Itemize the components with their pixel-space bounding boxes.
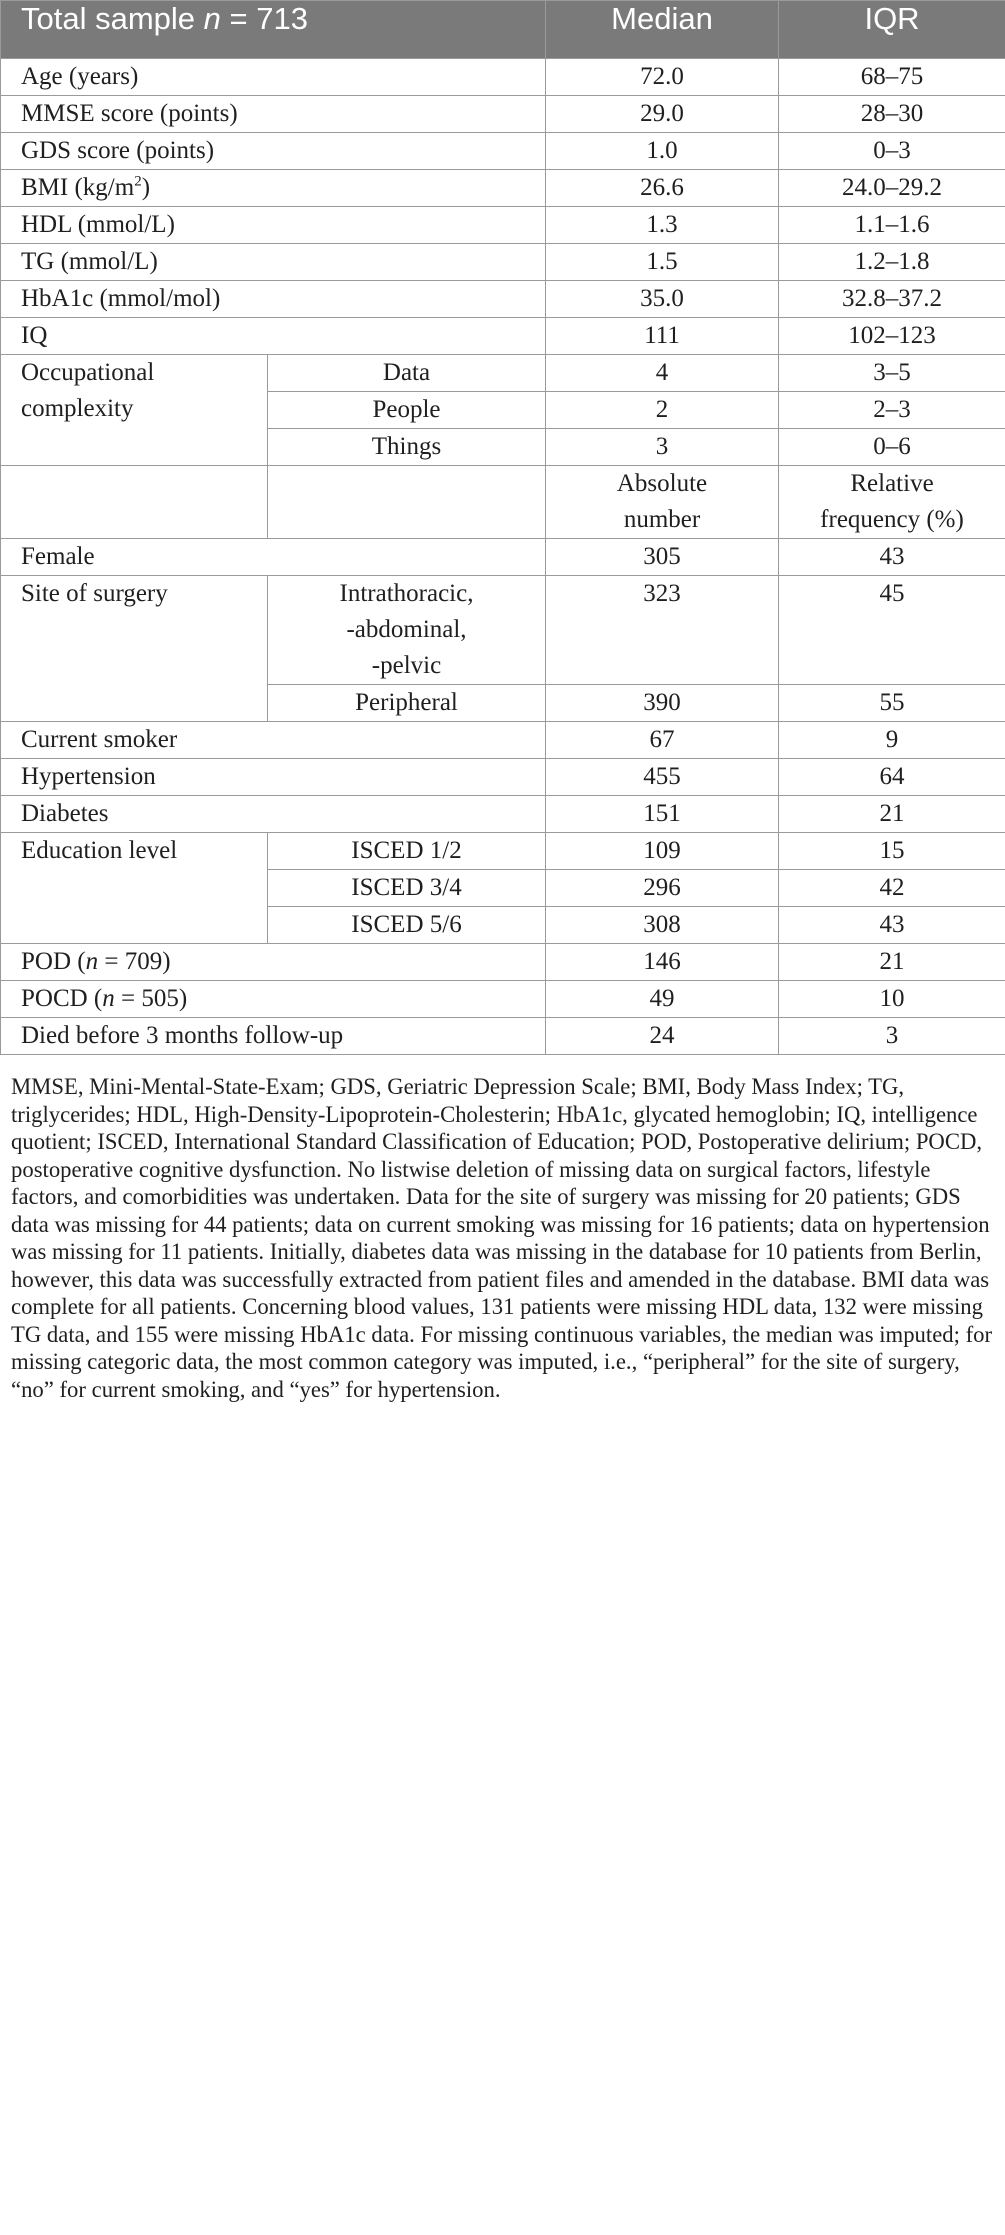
empty-cell — [1, 466, 268, 539]
iqr-cell: 102–123 — [779, 318, 1005, 355]
median-cell: 1.3 — [546, 207, 779, 244]
relative-cell: 45 — [779, 576, 1005, 685]
row-label: Diabetes — [1, 796, 546, 833]
table-row — [1, 759, 1005, 796]
iqr-cell: 0–3 — [779, 133, 1005, 170]
relative-cell: 42 — [779, 870, 1005, 907]
header-absolute-number: Absolute number — [546, 466, 779, 539]
table-row — [1, 59, 1005, 96]
iqr-cell: 3–5 — [779, 355, 1005, 392]
median-cell: 72.0 — [546, 59, 779, 96]
median-cell: 26.6 — [546, 170, 779, 207]
relative-cell: 21 — [779, 796, 1005, 833]
table-row — [1, 355, 1005, 392]
table-row — [1, 244, 1005, 281]
median-cell: 29.0 — [546, 96, 779, 133]
iqr-cell: 68–75 — [779, 59, 1005, 96]
table-row — [1, 281, 1005, 318]
iqr-cell: 1.1–1.6 — [779, 207, 1005, 244]
relative-cell: 43 — [779, 539, 1005, 576]
absolute-cell: 151 — [546, 796, 779, 833]
relative-cell: 55 — [779, 685, 1005, 722]
sub-label: Data — [268, 355, 546, 392]
median-cell: 3 — [546, 429, 779, 466]
sub-label: Peripheral — [268, 685, 546, 722]
absolute-cell: 146 — [546, 944, 779, 981]
table-row — [1, 796, 1005, 833]
relative-cell: 10 — [779, 981, 1005, 1018]
median-cell: 2 — [546, 392, 779, 429]
row-label: IQ — [1, 318, 546, 355]
absolute-cell: 305 — [546, 539, 779, 576]
sub-label: ISCED 5/6 — [268, 907, 546, 944]
table-header-row — [1, 1, 1005, 59]
table-row — [1, 981, 1005, 1018]
absolute-cell: 323 — [546, 576, 779, 685]
sub-label: Intrathoracic, -abdominal, -pelvic — [268, 576, 546, 685]
table-row — [1, 833, 1005, 870]
header-total-sample: Total sample n = 713 — [1, 1, 546, 59]
header-iqr: IQR — [779, 1, 1005, 59]
table-row — [1, 1018, 1005, 1055]
row-label: BMI $(kg/m^2)$ — [1, 170, 546, 207]
header-median: Median — [546, 1, 779, 59]
header-relative-frequency: Relative frequency (%) — [779, 466, 1005, 539]
row-label: POD (n = 709) — [1, 944, 546, 981]
absolute-cell: 24 — [546, 1018, 779, 1055]
sub-label: Things — [268, 429, 546, 466]
table-row — [1, 96, 1005, 133]
row-label: POCD (n = 505) — [1, 981, 546, 1018]
iqr-cell: 28–30 — [779, 96, 1005, 133]
absolute-cell: 308 — [546, 907, 779, 944]
table-footnote: MMSE, Mini-Mental-State-Exam; GDS, Geriatric Depression Scale; BMI, Body Mass Index; TG, triglycerides; HDL, High-Density-Lipoprotein-Cholesterin; HbA1c, glycated hemoglobin; IQ, intelligence quotient; ISCED, International Standard Classification of Education; POD, Postoperative delirium; POCD, postoperative cognitive dysfunction. No listwise deletion of missing data on surgical factors, lifestyle factors, and comorbidities was undertaken. Data for the site of surgery was missing for 20 patients; GDS data was missing for 44 patients; data on current smoking was missing for 16 patients; data on hypertension was missing for 11 patients. Initially, diabetes data was missing in the database for 10 patients from Berlin, however, this data was successfully extracted from patient files and amended in the database. BMI data was complete for all patients. Concerning blood values, 131 patients were missing HDL data, 132 were missing TG data, and 155 were missing HbA1c data. For missing continuous variables, the median was imputed; for missing categoric data, the most common category was imputed, i.e., “peripheral” for the site of surgery, “no” for current smoking, and “yes” for hypertension. — [11, 1074, 993, 1402]
group-label-education: Education level — [1, 833, 268, 944]
iqr-cell: 1.2–1.8 — [779, 244, 1005, 281]
row-label: MMSE score (points) — [1, 96, 546, 133]
sample-characteristics-table — [0, 0, 1005, 1055]
relative-cell: 15 — [779, 833, 1005, 870]
row-label: TG (mmol/L) — [1, 244, 546, 281]
median-cell: 4 — [546, 355, 779, 392]
row-label: Female — [1, 539, 546, 576]
row-label: GDS score (points) — [1, 133, 546, 170]
subheader-row — [1, 466, 1005, 539]
iqr-cell: 32.8–37.2 — [779, 281, 1005, 318]
table-row — [1, 170, 1005, 207]
sub-label: People — [268, 392, 546, 429]
iqr-cell: 2–3 — [779, 392, 1005, 429]
table-row — [1, 722, 1005, 759]
table-row — [1, 944, 1005, 981]
table-row — [1, 318, 1005, 355]
relative-cell: 9 — [779, 722, 1005, 759]
empty-cell — [268, 466, 546, 539]
row-label: Hypertension — [1, 759, 546, 796]
median-cell: 1.0 — [546, 133, 779, 170]
median-cell: 1.5 — [546, 244, 779, 281]
median-cell: 35.0 — [546, 281, 779, 318]
median-cell: 111 — [546, 318, 779, 355]
relative-cell: 21 — [779, 944, 1005, 981]
absolute-cell: 49 — [546, 981, 779, 1018]
row-label: HDL (mmol/L) — [1, 207, 546, 244]
group-label-site: Site of surgery — [1, 576, 268, 722]
iqr-cell: 0–6 — [779, 429, 1005, 466]
absolute-cell: 455 — [546, 759, 779, 796]
relative-cell: 3 — [779, 1018, 1005, 1055]
row-label: Died before 3 months follow-up — [1, 1018, 546, 1055]
absolute-cell: 390 — [546, 685, 779, 722]
absolute-cell: 109 — [546, 833, 779, 870]
row-label: HbA1c (mmol/mol) — [1, 281, 546, 318]
relative-cell: 64 — [779, 759, 1005, 796]
row-label: Current smoker — [1, 722, 546, 759]
sub-label: ISCED 3/4 — [268, 870, 546, 907]
table-row — [1, 576, 1005, 685]
absolute-cell: 296 — [546, 870, 779, 907]
table-row — [1, 133, 1005, 170]
relative-cell: 43 — [779, 907, 1005, 944]
table-row — [1, 539, 1005, 576]
iqr-cell: 24.0–29.2 — [779, 170, 1005, 207]
absolute-cell: 67 — [546, 722, 779, 759]
row-label: Age (years) — [1, 59, 546, 96]
group-label-occupational: Occupational complexity — [1, 355, 268, 466]
table-row — [1, 207, 1005, 244]
sub-label: ISCED 1/2 — [268, 833, 546, 870]
